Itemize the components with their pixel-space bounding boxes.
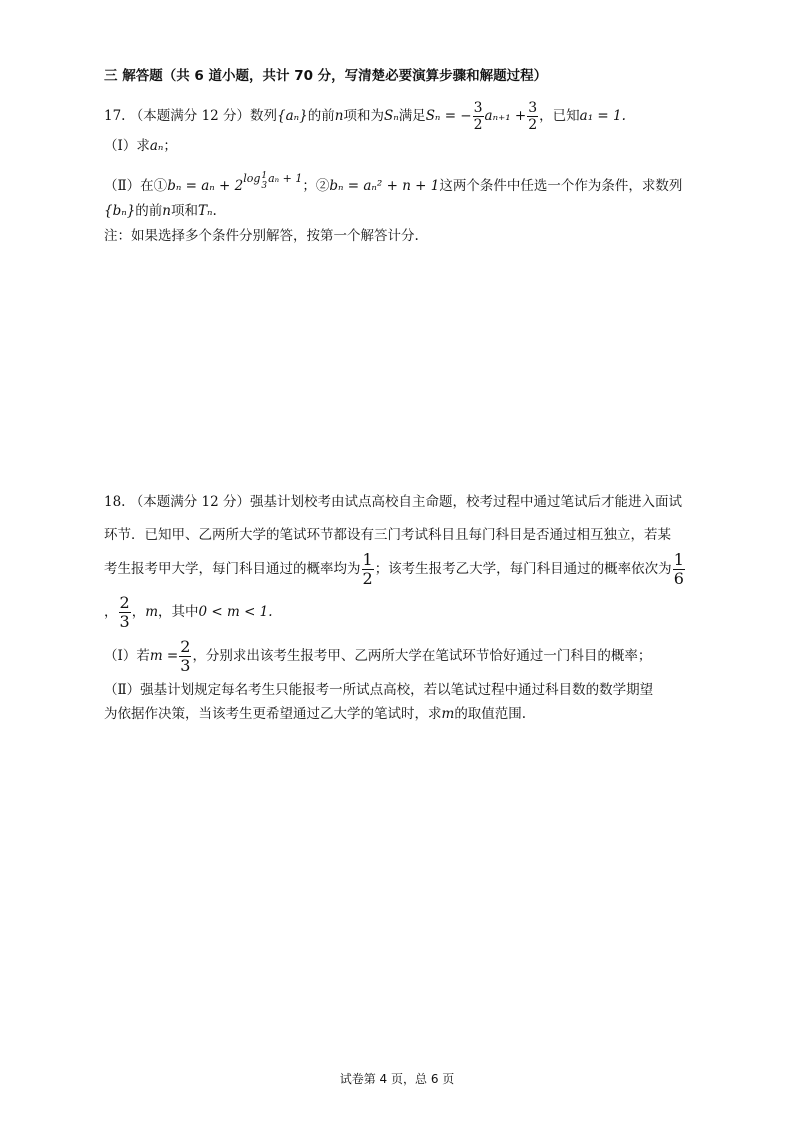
q18-line4 [104, 593, 273, 631]
q17-var-tn: Tₙ [198, 203, 213, 219]
q18-fraction-two-thirds [119, 594, 131, 631]
q17-part2-rest: 这两个条件中任选一个作为条件，求数列 [439, 178, 683, 194]
q18-inequality: 0 < m < 1. [198, 604, 273, 620]
q18-part1-text: ，分别求出该考生报考甲、乙两所大学在笔试环节恰好通过一门科目的概率； [192, 648, 652, 664]
log-base-den: 3 [261, 181, 268, 191]
q18-part1-eq: m = [149, 648, 179, 664]
q17-line1 [104, 100, 626, 133]
frac-num: 3 [473, 100, 483, 116]
q18-line3 [104, 550, 686, 588]
frac-den: 6 [673, 569, 684, 588]
q17-part2-line2 [104, 201, 217, 221]
q17-given: a₁ = 1. [579, 108, 626, 124]
q17-header: （本题满分 12 分）数列 [129, 108, 278, 124]
q18-part1-label: （Ⅰ）若 [104, 648, 150, 664]
q17-cond1-exponent [243, 167, 302, 191]
q18-text: 的取值范围. [454, 706, 527, 722]
q17-cond1-b: aₙ + 1 [268, 172, 303, 185]
q17-sep: ；② [302, 178, 330, 194]
q17-formula-mid: aₙ₊₁ + [484, 108, 527, 124]
q17-cond1-a: bₙ = aₙ + 2 [167, 178, 244, 194]
frac-num: 2 [119, 593, 130, 612]
q18-part1 [104, 637, 651, 675]
q17-text: 项和 [171, 203, 198, 219]
q17-note: 注：如果选择多个条件分别解答，按第一个解答计分. [104, 228, 419, 244]
q17-formula-lhs: Sₙ = − [425, 108, 472, 124]
q17-part1-var: aₙ [149, 138, 164, 154]
q18-text: ， [104, 604, 118, 620]
q17-var-n: n [162, 203, 171, 219]
q18-var-m: m [145, 604, 158, 620]
frac-num: 1 [362, 550, 373, 569]
q17-part1 [104, 136, 177, 156]
frac-den: 2 [473, 117, 483, 133]
q18-text: 为依据作决策，当该考生更希望通过乙大学的笔试时，求 [104, 706, 442, 722]
q18-part2-line2 [104, 704, 526, 724]
frac-den: 3 [119, 612, 130, 631]
q17-seq-a: {aₙ} [277, 108, 308, 124]
q18-var-m: m [441, 706, 455, 722]
q18-line2: 环节．已知甲、乙两所大学的笔试环节都设有三门考试科目且每门科目是否通过相互独立，若某 [104, 527, 671, 543]
log-base [261, 171, 267, 191]
log-base-num: 1 [261, 171, 268, 181]
q17-number: 17. [104, 108, 126, 124]
q17-part1-label: （Ⅰ）求 [104, 138, 150, 154]
q17-part2-label: （Ⅱ）在① [104, 178, 168, 194]
frac-den: 3 [180, 656, 191, 675]
q18-text: ；该考生报考乙大学，每门科目通过的概率依次为 [374, 561, 672, 577]
frac-den: 2 [362, 569, 373, 588]
section-title: 三 解答题（共 6 道小题，共计 70 分，写清楚必要演算步骤和解题过程） [104, 68, 548, 84]
q17-fraction-1 [473, 100, 484, 133]
page-footer: 试卷第 4 页，总 6 页 [339, 1072, 455, 1086]
frac-num: 3 [528, 100, 538, 116]
q18-fraction-sixth [673, 551, 685, 588]
q17-text: 的前 [307, 108, 335, 124]
q18-part2-line1: （Ⅱ）强基计划规定每名考生只能报考一所试点高校，若以笔试过程中通过科目数的数学期望 [104, 682, 654, 698]
q17-fraction-2 [527, 100, 538, 133]
q17-text: ，已知 [539, 108, 580, 124]
q18-text: ，其中 [158, 604, 199, 620]
q17-text: 的前 [135, 203, 163, 219]
q17-text: 项和为 [343, 108, 384, 124]
q18-text: ， [131, 604, 146, 620]
q17-var-sn: Sₙ [383, 108, 399, 124]
log-text: log [243, 172, 261, 185]
q17-cond2: bₙ = aₙ² + n + 1 [329, 178, 440, 194]
frac-num: 1 [673, 550, 684, 569]
q17-var-n: n [334, 108, 344, 124]
frac-den: 2 [528, 117, 538, 133]
q17-part2-line1 [104, 167, 682, 198]
q17-text: 满足 [398, 108, 426, 124]
frac-num: 2 [180, 637, 191, 656]
q17-part1-end: ； [163, 138, 177, 154]
q17-seq-b: {bₙ} [104, 203, 136, 219]
q18-part1-fraction [179, 638, 191, 675]
q18-line1: 18. （本题满分 12 分）强基计划校考由试点高校自主命题，校考过程中通过笔试后才能进入面试 [104, 494, 683, 510]
q18-text: 考生报考甲大学，每门科目通过的概率均为 [104, 561, 361, 577]
q18-fraction-half [362, 551, 374, 588]
q17-text: . [212, 203, 217, 219]
